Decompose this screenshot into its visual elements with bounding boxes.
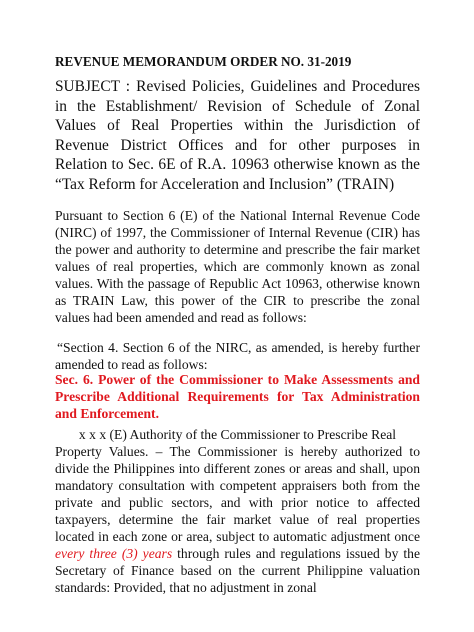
paragraph-authority-text: Property Values. – The Commissioner is hereby authorized to divide the Philippines into different zones or areas and shall, upon mandatory consultation with competent appraisers both from the private and public sectors, and with prior notice to affected taxpayers, determine the fair market value of real properties located in each zone or area, subject to automatic adjustment once (55, 444, 420, 544)
paragraph-authority (55, 426, 420, 596)
paragraph-authority-first-line: x x x (E) Authority of the Commissioner to Prescribe Real (78, 427, 397, 442)
paragraph-authority-emphasis: every three (3) years (55, 546, 173, 561)
paragraph-authority-text-end: through rules and regulations issued by the Secretary of Finance based on the current Philippine valuation standards: Provided, that no adjustment in zonal (55, 546, 420, 595)
paragraph-pursuant: Pursuant to Section 6 (E) of the National Internal Revenue Code (NIRC) of 1997, the Commissioner of Internal Revenue (CIR) has the power and authority to determine and prescribe the fair market values of real properties, which are commonly known as zonal values. With the passage of Republic Act 10963, otherwise known as TRAIN Law, this power of the CIR to prescribe the zonal values had been amended and read as follows: (55, 208, 420, 325)
paragraph-section-4: “Section 4. Section 6 of the NIRC, as amended, is hereby further amended to read as follows: (55, 340, 420, 372)
section-6-heading: Sec. 6. Power of the Commissioner to Make Assessments and Prescribe Additional Requirements for Tax Administration and Enforcement. (55, 372, 420, 421)
document-title: REVENUE MEMORANDUM ORDER NO. 31-2019 (55, 54, 352, 69)
document-subject: SUBJECT : Revised Policies, Guidelines and Procedures in the Establishment/ Revision of Schedule of Zonal Values of Real Properties within the Jurisdiction of Revenue District Offices and for other purposes in Relation to Sec. 6E of R.A. 10963 otherwise known as the “Tax Reform for Acceleration and Inclusion” (TRAIN) (55, 78, 420, 193)
